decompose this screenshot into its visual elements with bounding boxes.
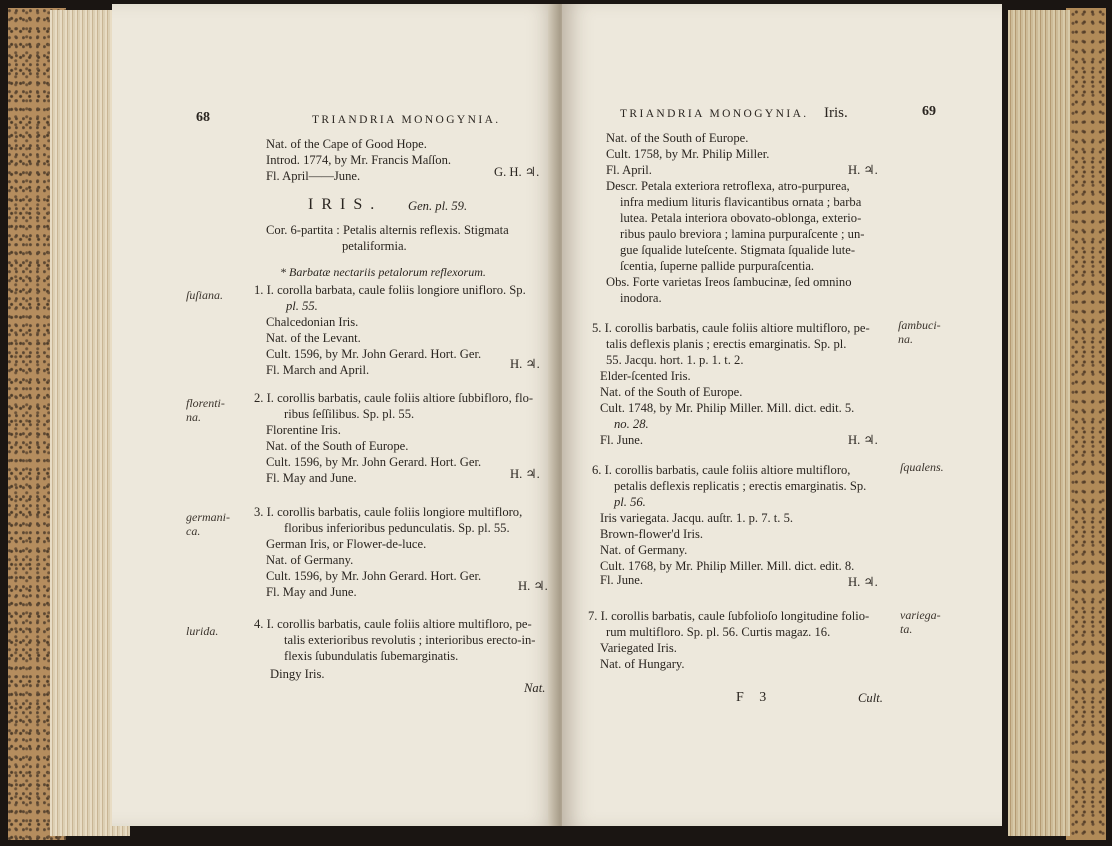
running-header-left: TRIANDRIA MONOGYNIA. [312, 114, 501, 126]
species-epithet: florenti- [186, 396, 225, 410]
text-line: Nat. of the Cape of Good Hope. [266, 137, 427, 151]
text-line: Introd. 1774, by Mr. Francis Maſſon. [266, 153, 452, 167]
species-line: Cult. 1596, by Mr. John Gerard. Hort. Ger. [266, 455, 482, 469]
text-line: Fl. April. [606, 163, 652, 177]
species-line: flexis ſubundulatis ſubemarginatis. [284, 649, 459, 663]
species-line: Nat. of Germany. [266, 553, 354, 567]
genus-heading: IRIS. [308, 196, 383, 213]
species-line: Cult. 1596, by Mr. John Gerard. Hort. Ger. [266, 569, 482, 583]
habitat-symbol: H. ♃. [848, 575, 878, 589]
right-page [562, 4, 1002, 826]
species-line: Fl. May and June. [266, 471, 357, 485]
species-epithet: ſqualens. [900, 460, 944, 474]
habitat-symbol: H. ♃. [510, 357, 540, 371]
species-epithet: ſuſiana. [186, 288, 224, 302]
species-line: Fl. May and June. [266, 585, 357, 599]
species-line: Nat. of the South of Europe. [266, 439, 409, 453]
text-line: Nat. of the South of Europe. [606, 131, 749, 145]
species-line: 2. I. corollis barbatis, caule foliis altiore ſubbifloro, flo- [254, 391, 534, 405]
species-line: Cult. 1596, by Mr. John Gerard. Hort. Ger. [266, 347, 482, 361]
species-line: Fl. March and April. [266, 363, 370, 377]
species-line: Nat. of Germany. [600, 543, 688, 557]
species-line: 55. Jacqu. hort. 1. p. 1. t. 2. [606, 353, 744, 367]
species-line: Florentine Iris. [266, 423, 341, 437]
running-header-genus: Iris. [824, 105, 848, 121]
species-line: 7. I. corollis barbatis, caule ſubfolioſo longitudine folio- [588, 609, 870, 623]
running-header-right: TRIANDRIA MONOGYNIA. [620, 108, 809, 120]
species-line: pl. 56. [614, 495, 646, 509]
species-line: Variegated Iris. [600, 641, 677, 655]
species-line: talis deflexis planis ; erectis emarginatis. Sp. pl. [606, 337, 847, 351]
species-line: rum multifloro. Sp. pl. 56. Curtis magaz. 16. [606, 625, 831, 639]
species-line: Dingy Iris. [270, 667, 325, 681]
species-epithet: variega- [900, 608, 941, 622]
text-line: Cult. 1758, by Mr. Philip Miller. [606, 147, 770, 161]
species-line: Elder-ſcented Iris. [600, 369, 691, 383]
habitat-symbol: H. ♃. [848, 163, 878, 177]
species-line: Nat. of the Levant. [266, 331, 361, 345]
genus-character: petaliformia. [342, 239, 407, 253]
species-line: 4. I. corollis barbatis, caule foliis altiore multifloro, pe- [254, 617, 532, 631]
right-cover-board [1066, 8, 1106, 840]
catchword: Nat. [524, 681, 546, 695]
catchword: Cult. [858, 691, 883, 705]
species-line: Cult. 1768, by Mr. Philip Miller. Mill. dict. edit. 8. [600, 559, 855, 573]
species-line: pl. 55. [286, 299, 318, 313]
species-epithet: na. [898, 332, 913, 346]
species-line: German Iris, or Flower-de-luce. [266, 537, 427, 551]
species-line: 5. I. corollis barbatis, caule foliis altiore multifloro, pe- [592, 321, 870, 335]
description-line: Descr. Petala exteriora retroflexa, atro-purpurea, [606, 179, 850, 193]
species-epithet: na. [186, 410, 201, 424]
genus-reference: Gen. pl. 59. [408, 199, 468, 213]
description-line: ſcentia, ſuperne pallide purpuraſcentia. [620, 259, 815, 273]
species-line: Chalcedonian Iris. [266, 315, 359, 329]
habitat-symbol: H. ♃. [510, 467, 540, 481]
species-line: 1. I. corolla barbata, caule foliis longiore unifloro. Sp. [254, 283, 526, 297]
habitat-symbol: H. ♃. [518, 579, 548, 593]
page-number-left: 68 [196, 110, 210, 125]
right-page-edges [1008, 10, 1070, 836]
description-line: gue ſqualide luteſcente. Stigmata ſqualide lute- [620, 243, 856, 257]
habitat-symbol: H. ♃. [848, 433, 878, 447]
observation-line: Obs. Forte varietas Ireos ſambucinæ, ſed omnino [606, 275, 852, 289]
species-line: 3. I. corollis barbatis, caule foliis longiore multifloro, [254, 505, 523, 519]
page-number-right: 69 [922, 104, 936, 119]
description-line: ribus paulo breviora ; lamina purpuraſcente ; un- [620, 227, 865, 241]
species-line: talis exterioribus revolutis ; interioribus erecto-in- [284, 633, 536, 647]
species-line: Iris variegata. Jacqu. auſtr. 1. p. 7. t. 5. [600, 511, 794, 525]
section-heading: * Barbatæ nectariis petalorum reflexorum. [280, 265, 486, 279]
habitat-symbol: G. H. ♃. [494, 165, 540, 179]
species-line: Nat. of Hungary. [600, 657, 685, 671]
species-line: Fl. June. [600, 573, 644, 587]
species-line: Brown-flower'd Iris. [600, 527, 703, 541]
species-line: floribus inferioribus pedunculatis. Sp. pl. 55. [284, 521, 510, 535]
species-epithet: germani- [186, 510, 230, 524]
description-line: lutea. Petala interiora obovato-oblonga, exterio- [620, 211, 862, 225]
species-line: ribus ſeſſilibus. Sp. pl. 55. [284, 407, 415, 421]
left-page [112, 4, 558, 826]
description-line: infra medium lituris flavicantibus ornata ; barba [620, 195, 862, 209]
species-line: Cult. 1748, by Mr. Philip Miller. Mill. dict. edit. 5. [600, 401, 855, 415]
species-line: Nat. of the South of Europe. [600, 385, 743, 399]
species-line: petalis deflexis replicatis ; erectis emarginatis. Sp. [614, 479, 867, 493]
observation-line: inodora. [620, 291, 662, 305]
species-epithet: ſambuci- [898, 318, 941, 332]
signature-mark: F 3 [736, 690, 773, 705]
genus-character: Cor. 6-partita : Petalis alternis reflexis. Stigmata [266, 223, 509, 237]
species-line: no. 28. [614, 417, 649, 431]
species-epithet: ta. [900, 622, 913, 636]
species-epithet: lurida. [186, 624, 219, 638]
text-line: Fl. April——June. [266, 169, 361, 183]
species-line: 6. I. corollis barbatis, caule foliis altiore multifloro, [592, 463, 851, 477]
species-line: Fl. June. [600, 433, 644, 447]
species-epithet: ca. [186, 524, 201, 538]
